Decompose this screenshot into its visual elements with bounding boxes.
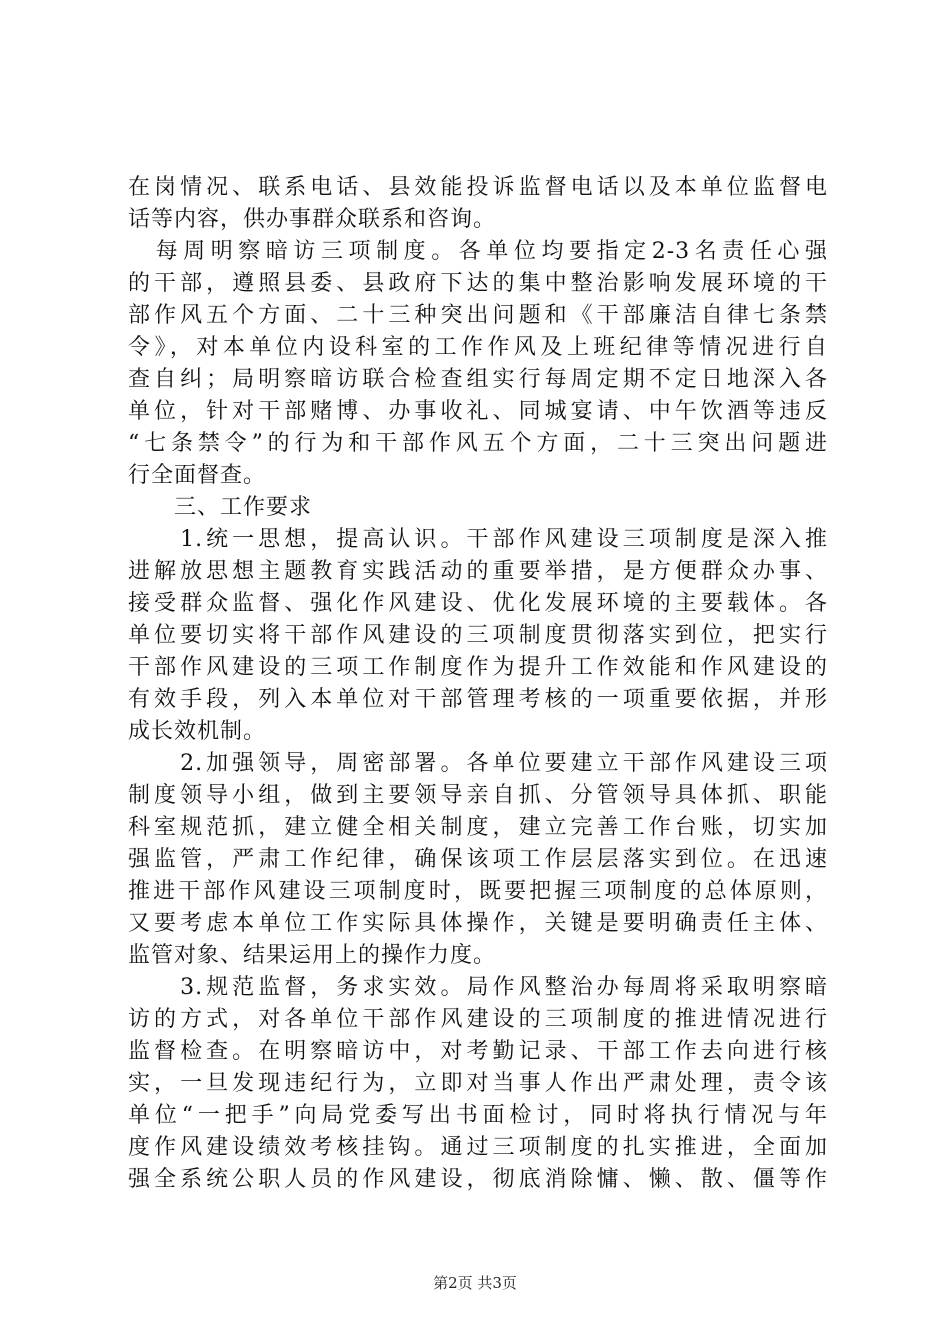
text-line: 有效手段，列入本单位对干部管理考核的一项重要依据，并形 bbox=[128, 687, 828, 712]
text-line: 成长效机制。 bbox=[128, 719, 267, 744]
text-line: 强全系统公职人员的作风建设，彻底消除慵、懒、散、僵等作 bbox=[128, 1167, 828, 1192]
text-line: 在岗情况、联系电话、县效能投诉监督电话以及本单位监督电 bbox=[128, 175, 828, 200]
text-line: 干部作风建设的三项工作制度作为提升工作效能和作风建设的 bbox=[128, 655, 828, 680]
text-line: 实，一旦发现违纪行为，立即对当事人作出严肃处理，责令该 bbox=[128, 1071, 828, 1096]
text-line: 话等内容，供办事群众联系和咨询。 bbox=[128, 207, 497, 232]
text-line: 2.加强领导，周密部署。各单位要建立干部作风建设三项 bbox=[128, 751, 828, 776]
body-text bbox=[128, 172, 828, 1196]
text-line: 推进干部作风建设三项制度时，既要把握三项制度的总体原则， bbox=[128, 879, 828, 904]
text-line: 度作风建设绩效考核挂钩。通过三项制度的扎实推进，全面加 bbox=[128, 1135, 828, 1160]
text-line: 单位，针对干部赌博、办事收礼、同城宴请、中午饮酒等违反 bbox=[128, 399, 828, 424]
text-line: 强监管，严肃工作纪律，确保该项工作层层落实到位。在迅速 bbox=[128, 847, 828, 872]
text-line: 部作风五个方面、二十三种突出问题和《干部廉洁自律七条禁 bbox=[128, 303, 828, 328]
text-line: 又要考虑本单位工作实际具体操作，关键是要明确责任主体、 bbox=[128, 911, 828, 936]
text-line: 监管对象、结果运用上的操作力度。 bbox=[128, 943, 497, 968]
page-number-footer: 第2页 共3页 bbox=[433, 1274, 517, 1292]
text-line: 进解放思想主题教育实践活动的重要举措，是方便群众办事、 bbox=[128, 559, 828, 584]
text-line: 的干部，遵照县委、县政府下达的集中整治影响发展环境的干 bbox=[128, 271, 828, 296]
text-line: 3.规范监督，务求实效。局作风整治办每周将采取明察暗 bbox=[128, 975, 828, 1000]
section-heading: 三、工作要求 bbox=[128, 495, 313, 520]
text-line: 查自纠；局明察暗访联合检查组实行每周定期不定日地深入各 bbox=[128, 367, 828, 392]
text-line: 接受群众监督、强化作风建设、优化发展环境的主要载体。各 bbox=[128, 591, 828, 616]
text-line: 单位“一把手”向局党委写出书面检讨，同时将执行情况与年 bbox=[128, 1103, 828, 1128]
text-line: 令》，对本单位内设科室的工作作风及上班纪律等情况进行自 bbox=[128, 335, 828, 360]
text-line: 监督检查。在明察暗访中，对考勤记录、干部工作去向进行核 bbox=[128, 1039, 828, 1064]
text-line: 科室规范抓，建立健全相关制度，建立完善工作台账，切实加 bbox=[128, 815, 828, 840]
text-line: 制度领导小组，做到主要领导亲自抓、分管领导具体抓、职能 bbox=[128, 783, 828, 808]
text-line: 单位要切实将干部作风建设的三项制度贯彻落实到位，把实行 bbox=[128, 623, 828, 648]
text-line: “七条禁令”的行为和干部作风五个方面，二十三突出问题进 bbox=[128, 431, 828, 456]
text-line: 行全面督查。 bbox=[128, 463, 267, 488]
text-line: 1.统一思想，提高认识。干部作风建设三项制度是深入推 bbox=[128, 527, 828, 552]
text-line: 每周明察暗访三项制度。各单位均要指定2-3名责任心强 bbox=[128, 239, 828, 264]
text-line: 访的方式，对各单位干部作风建设的三项制度的推进情况进行 bbox=[128, 1007, 828, 1032]
